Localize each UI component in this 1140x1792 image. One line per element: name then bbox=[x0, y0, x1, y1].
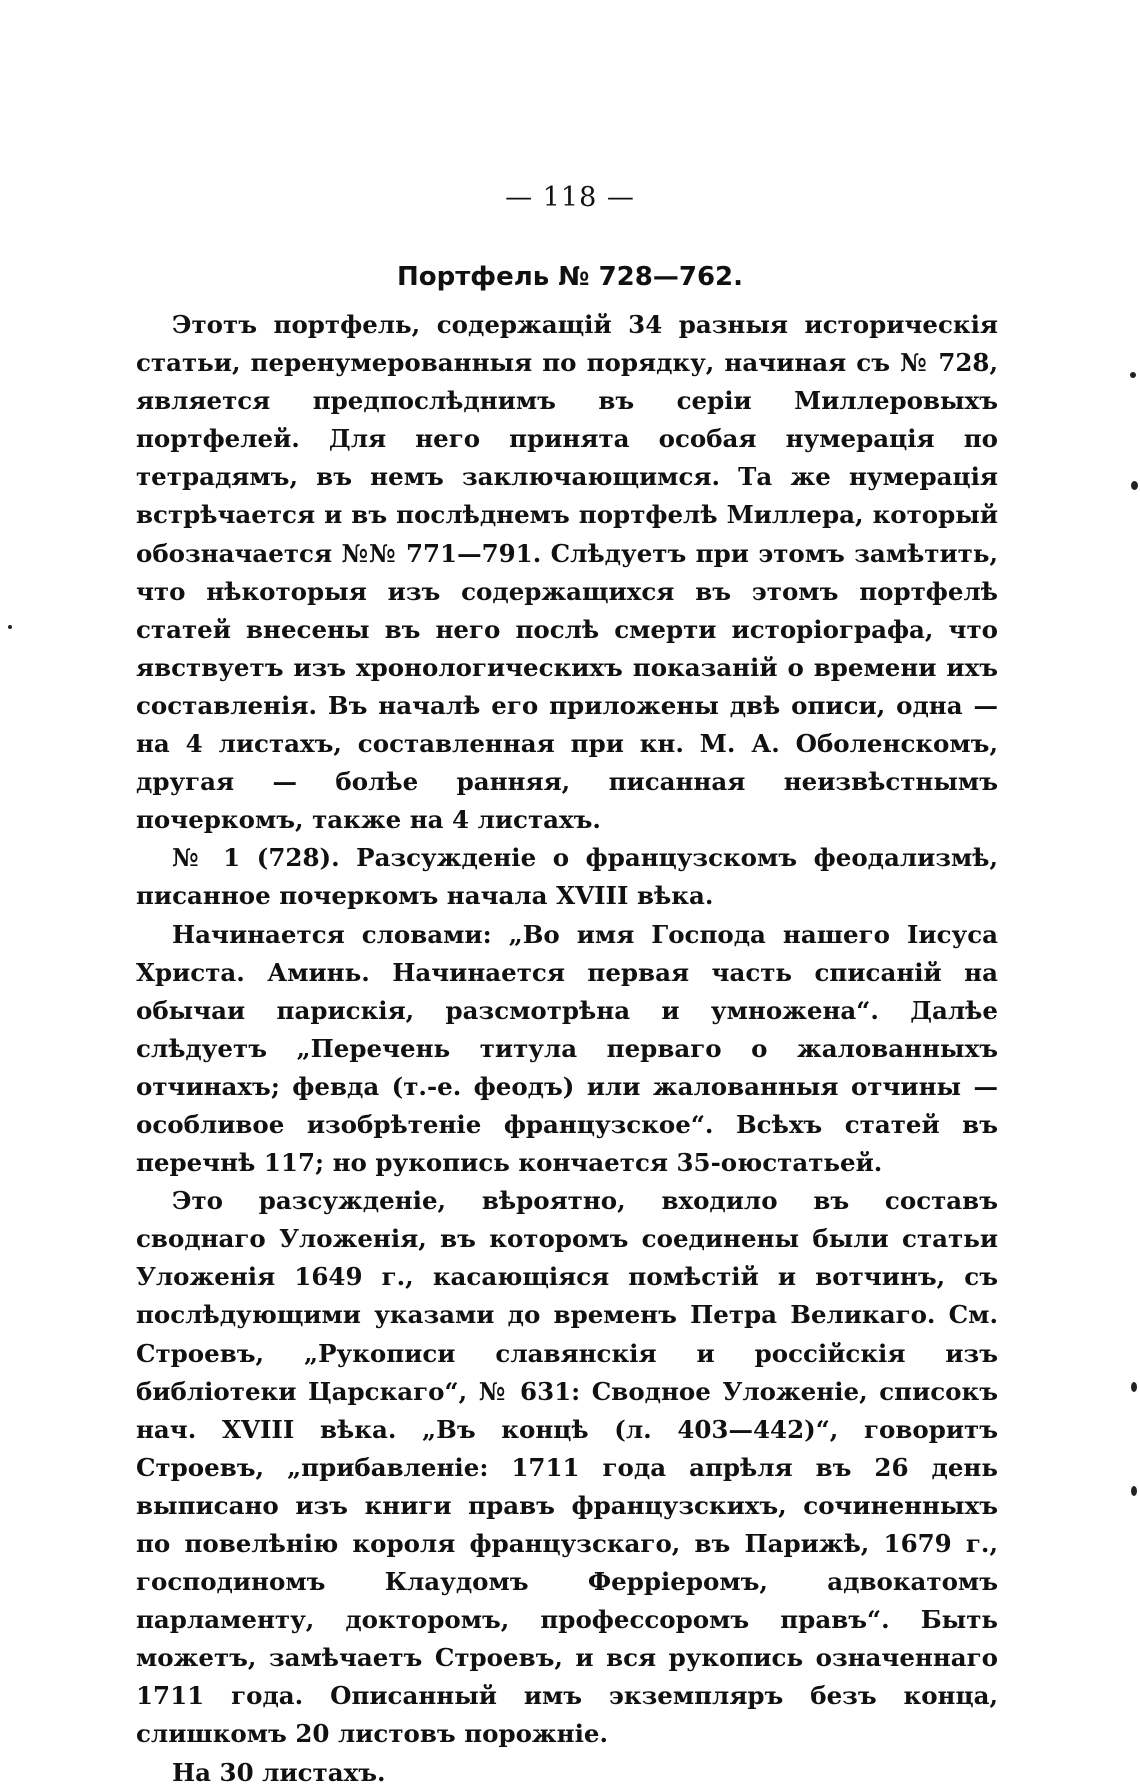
body-text bbox=[136, 306, 998, 1792]
scan-speck bbox=[1131, 1486, 1137, 1496]
page-number: — 118 — bbox=[505, 182, 635, 213]
section-heading: Портфель № 728—762. bbox=[396, 262, 744, 292]
paragraph-commentary: Это разсужденіе, вѣроятно, входило въ составъ своднаго Уложенія, въ которомъ соединены были статьи Уложенія 1649 г., касающіяся помѣстій и вотчинъ, съ послѣдующими указами до временъ Петра Великаго. См. Строевъ, „Рукописи славянскія и россійскія изъ библіотеки Царскаго“, № 631: Сводное Уложеніе, списокъ нач. XVIII вѣка. „Въ концѣ (л. 403—442)“, говоритъ Строевъ, „прибавленіе: 1711 года апрѣля въ 26 день выписано изъ книги правъ французскихъ, сочиненныхъ по повелѣнію короля французскаго, въ Парижѣ, 1679 г., господиномъ Клаудомъ Ферріеромъ, адвокатомъ парламенту, докторомъ, профессоромъ правъ“. Быть можетъ, замѣчаетъ Строевъ, и вся рукопись означеннаго 1711 года. Описанный имъ экземпляръ безъ конца, слишкомъ 20 листовъ порожніе. bbox=[136, 1186, 998, 1749]
paragraph-sheet-count: На 30 листахъ. bbox=[172, 1757, 386, 1787]
scan-speck bbox=[1131, 1382, 1137, 1392]
scan-speck bbox=[1130, 372, 1136, 378]
paragraph-intro: Этотъ портфель, содержащій 34 разныя историческія статьи, перенумерованныя по порядку, начиная съ № 728, является предпослѣднимъ въ серіи Миллеровыхъ портфелей. Для него принята особая нумерація по тетрадямъ, въ немъ заключающимся. Та же нумерація встрѣчается и въ послѣднемъ портфелѣ Миллера, который обозначается №№ 771—791. Слѣдуетъ при этомъ замѣтить, что нѣкоторыя изъ содержащихся въ этомъ портфелѣ статей внесены въ него послѣ смерти исторіографа, что явствуетъ изъ хронологическихъ показаній о времени ихъ составленія. Въ началѣ его приложены двѣ описи, одна — на 4 листахъ, составленная при кн. М. А. Оболенскомъ, другая — болѣе ранняя, писанная неизвѣстнымъ почеркомъ, также на 4 листахъ. bbox=[136, 310, 998, 835]
scan-speck bbox=[8, 625, 12, 629]
paragraph-item-title: № 1 (728). Разсужденіе о французскомъ феодализмѣ, писанное почеркомъ начала XVIII вѣка. bbox=[136, 843, 998, 911]
scan-speck bbox=[1131, 481, 1138, 490]
paragraph-incipit: Начинается словами: „Во имя Господа нашего Іисуса Христа. Аминь. Начинается первая часть списаній на обычаи парискія, разсмотрѣна и умножена“. Далѣе слѣдуетъ „Перечень титула перваго о жалованныхъ отчинахъ; февда (т.-е. феодъ) или жалованныя отчины — особливое изобрѣтеніе французское“. Всѣхъ статей въ перечнѣ 117; но рукопись кончается 35-оюстатьей. bbox=[136, 919, 998, 1178]
